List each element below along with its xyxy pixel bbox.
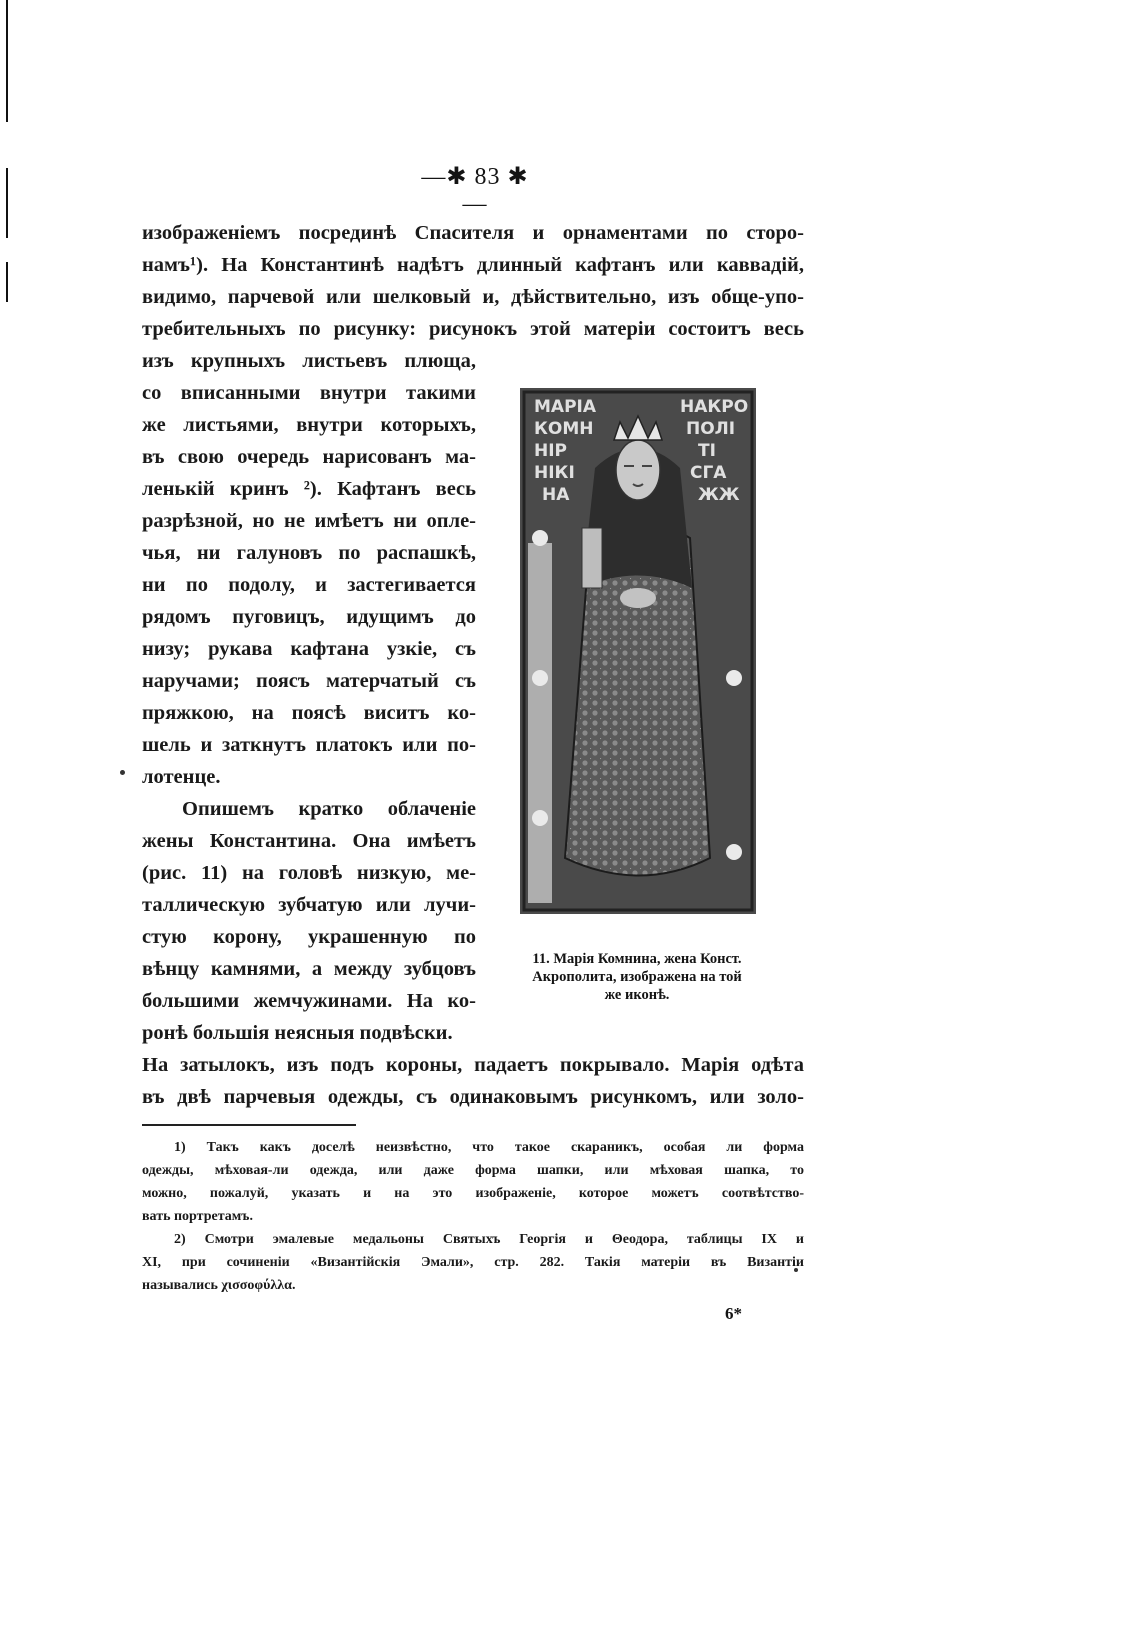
inscription-right-line: СГА	[690, 463, 727, 483]
footnote-line: 2) Смотри эмалевые медальоны Святыхъ Георгія и Θеодора, таблицы IX и	[174, 1232, 804, 1247]
body-column-line: низу; рукава кафтана узкіе, съ	[142, 638, 476, 660]
footnote-line: одежды, мѣховая-ли одежда, или даже форма шапки, или мѣховая шапка, то	[142, 1163, 804, 1178]
footnote-rule	[142, 1124, 356, 1126]
body-line: требительныхъ по рисунку: рисунокъ этой матеріи состоитъ весь	[142, 318, 804, 340]
icon-illustration	[520, 388, 756, 914]
inscription-left-line: КОМН	[534, 419, 594, 439]
figure-caption	[494, 950, 780, 1004]
inscription-left-line: МАРІА	[534, 397, 597, 417]
scan-edge-line	[6, 0, 8, 122]
inscription-right-line: НАКРО	[680, 397, 749, 417]
body-column-line: шель и заткнутъ платокъ или по-	[142, 734, 476, 756]
body-column-line: таллическую зубчатую или лучи-	[142, 894, 476, 916]
figure-caption-line: же иконѣ.	[604, 987, 670, 1003]
inscription-right-line: ПОЛІ	[686, 419, 736, 439]
signature-mark: 6*	[725, 1304, 742, 1323]
body-line: изображеніемъ посрединѣ Спасителя и орнаментами по сторо-	[142, 222, 804, 244]
body-column-line: ронѣ большія неясныя подвѣски.	[142, 1022, 453, 1044]
body-column-line: (рис. 11) на головѣ низкую, ме-	[142, 862, 476, 884]
body-column-line: большими жемчужинами. На ко-	[142, 990, 476, 1012]
body-column-line: пряжкою, на поясѣ виситъ ко-	[142, 702, 476, 724]
body-column-line: изъ крупныхъ листьевъ плюща,	[142, 350, 476, 372]
body-column-line: лотенце.	[142, 766, 221, 788]
body-column-line: ленькій кринъ ²). Кафтанъ весь	[142, 478, 476, 500]
footnote-line: можно, пожалуй, указать и на это изображеніе, которое можетъ соотвѣтство-	[142, 1186, 804, 1201]
inscription-left-line: НІКІ	[534, 463, 575, 483]
body-column-line: разрѣзной, но не имѣетъ ни опле-	[142, 510, 476, 532]
body-line: видимо, парчевой или шелковый и, дѣйствительно, изъ обще-упо-	[142, 286, 804, 308]
inscription-right-line: ТІ	[698, 441, 716, 461]
body-line: На затылокъ, изъ подъ короны, падаетъ покрывало. Марія одѣта	[142, 1054, 804, 1076]
footnote-line: 1) Такъ какъ доселѣ неизвѣстно, что такое скараникъ, особая ли форма	[174, 1140, 804, 1155]
body-column-line: рядомъ пуговицъ, идущимъ до	[142, 606, 476, 628]
body-column-line: стую корону, украшенную по	[142, 926, 476, 948]
body-column-line: жены Константина. Она имѣетъ	[142, 830, 476, 852]
page-number	[420, 162, 530, 218]
inscription-right-line: ЖЖ	[698, 485, 740, 505]
scan-edge-line	[6, 262, 8, 302]
body-line: въ двѣ парчевыя одежды, съ одинаковымъ рисункомъ, или золо-	[142, 1086, 804, 1108]
figure-icon-image	[520, 388, 756, 914]
footnote-line: XI, при сочиненіи «Византійскія Эмали», стр. 282. Такія матеріи въ Византіи	[142, 1255, 804, 1270]
footnote-line: вать портретамъ.	[142, 1209, 253, 1224]
figure-caption-line: 11. Марія Комнина, жена Конст.	[532, 951, 742, 967]
inscription-left-line: НІР	[534, 441, 568, 461]
page-number-value: 83	[474, 164, 501, 190]
inscription-left-line: НА	[542, 485, 570, 505]
body-column-line: вѣнцу камнями, а между зубцовъ	[142, 958, 476, 980]
body-column-line: Опишемъ кратко облаченіе	[182, 798, 476, 820]
scan-speck	[120, 770, 125, 775]
body-column-line: со вписанными внутри такими	[142, 382, 476, 404]
body-column-line: наручами; поясъ матерчатый съ	[142, 670, 476, 692]
body-line: намъ¹). На Константинѣ надѣтъ длинный кафтанъ или каввадій,	[142, 254, 804, 276]
scan-edge-line	[6, 168, 8, 238]
page-number-decor-left: —✱	[421, 164, 468, 190]
footnote-line: назывались χισσοφύλλα.	[142, 1278, 296, 1293]
page-number-decor-right: ✱—	[462, 164, 529, 217]
body-column-line: же листьями, внутри которыхъ,	[142, 414, 476, 436]
body-column-line: чья, ни галуновъ по распашкѣ,	[142, 542, 476, 564]
body-column-line: въ свою очередь нарисованъ ма-	[142, 446, 476, 468]
body-column-line: ни по подолу, и застегивается	[142, 574, 476, 596]
figure-caption-line: Акрополита, изображена на той	[532, 969, 742, 985]
